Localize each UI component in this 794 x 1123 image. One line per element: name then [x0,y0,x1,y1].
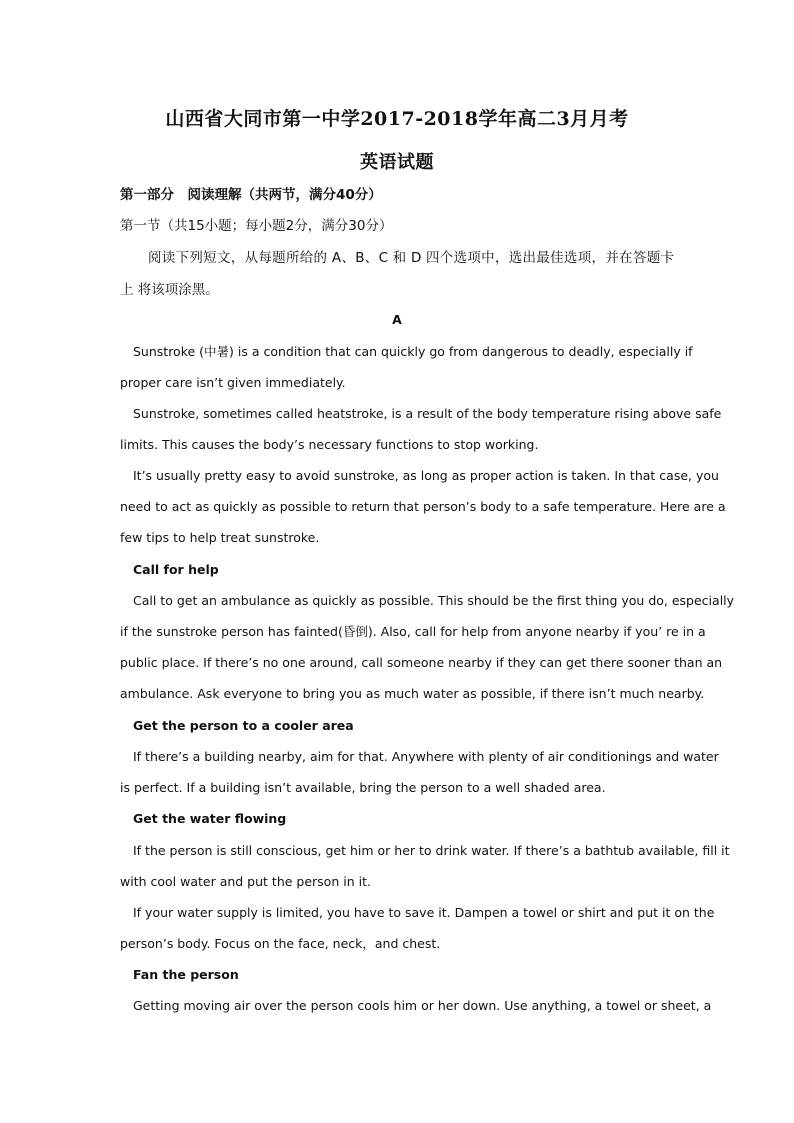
passage-line: need to act as quickly as possible to return that person’s body to a safe temperature. Here are a [120,499,726,514]
subsection-heading: 第一节（共15小题；每小题2分，满分30分） [120,218,393,234]
passage-line: Getting moving air over the person cools him or her down. Use anything, a towel or sheet, a [133,998,712,1013]
instruction-line-1: 阅读下列短文，从每题所给的 A、B、C 和 D 四个选项中，选出最佳选项，并在答题卡 [148,250,674,266]
document-subtitle: 英语试题 [360,152,434,173]
passage-line: Sunstroke (中暑) is a condition that can quickly go from dangerous to deadly, especially if [133,344,693,359]
passage-line: Sunstroke, sometimes called heatstroke, is a result of the body temperature rising above safe [133,406,722,421]
passage-line: is perfect. If a building isn’t available, bring the person to a well shaded area. [120,780,606,795]
passage-line: proper care isn’t given immediately. [120,375,346,390]
passage-line: few tips to help treat sunstroke. [120,530,320,545]
passage-line: public place. If there’s no one around, call someone nearby if they can get there sooner than an [120,655,723,670]
passage-line: It’s usually pretty easy to avoid sunstroke, as long as proper action is taken. In that case, you [133,468,719,483]
section-heading: Get the person to a cooler area [133,718,354,733]
passage-line: Call to get an ambulance as quickly as possible. This should be the first thing you do, especially [133,593,735,608]
passage-line: person’s body. Focus on the face, neck，and chest. [120,936,441,951]
document-title: 山西省大同市第一中学2017-2018学年高二3月月考 [165,108,629,130]
passage-line: If your water supply is limited, you have to save it. Dampen a towel or shirt and put it on the [133,905,715,920]
instruction-line-2: 上 将该项涂黑。 [120,282,219,298]
part-heading: 第一部分 阅读理解（共两节，满分40分） [120,187,382,203]
section-heading: Fan the person [133,967,239,982]
passage-label: A [392,312,402,327]
passage-line: If the person is still conscious, get him or her to drink water. If there’s a bathtub available, fill it [133,843,730,858]
section-heading: Get the water flowing [133,811,287,826]
passage-line: ambulance. Ask everyone to bring you as much water as possible, if there isn’t much nearby. [120,686,705,701]
passage-line: limits. This causes the body’s necessary functions to stop working. [120,437,539,452]
section-heading: Call for help [133,562,219,577]
passage-line: with cool water and put the person in it. [120,874,371,889]
passage-line: If there’s a building nearby, aim for that. Anywhere with plenty of air conditionings and water [133,749,719,764]
passage-line: if the sunstroke person has fainted(昏倒). Also, call for help from anyone nearby if you’ re in a [120,624,706,639]
